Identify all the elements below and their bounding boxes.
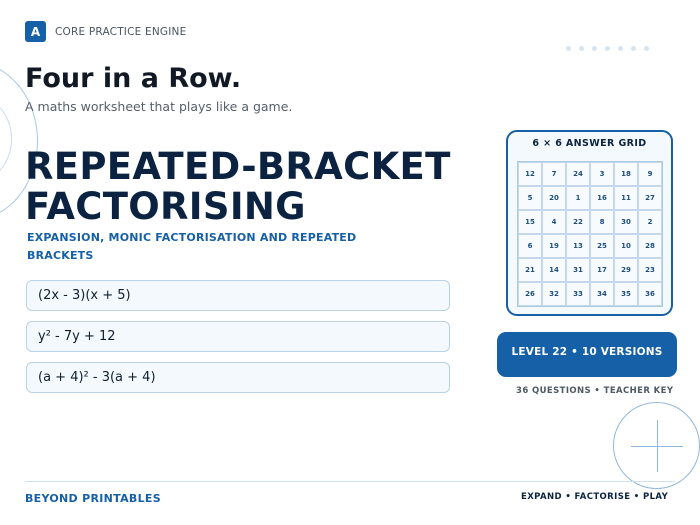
answer-grid-title: 6 × 6 ANSWER GRID [532, 138, 647, 149]
dot [631, 46, 636, 51]
grid-cell: 5 [518, 186, 542, 210]
grid-cell: 18 [614, 162, 638, 186]
grid-cell: 16 [590, 186, 614, 210]
grid-cell: 12 [518, 162, 542, 186]
question-text: (2x - 3)(x + 5) [38, 288, 131, 303]
answer-grid [517, 161, 663, 307]
grid-cell: 13 [566, 234, 590, 258]
grid-cell: 3 [590, 162, 614, 186]
grid-cell: 35 [614, 282, 638, 306]
grid-cell: 30 [614, 210, 638, 234]
question-box-2 [26, 321, 450, 352]
level-button[interactable]: LEVEL 22 • 10 VERSIONS [497, 332, 677, 377]
grid-cell: 28 [638, 234, 662, 258]
grid-cell: 15 [518, 210, 542, 234]
grid-cell: 27 [638, 186, 662, 210]
brand-name: CORE PRACTICE ENGINE [55, 25, 187, 38]
grid-cell: 34 [590, 282, 614, 306]
grid-cell: 31 [566, 258, 590, 282]
grid-cell: 24 [566, 162, 590, 186]
grid-cell: 26 [518, 282, 542, 306]
grid-cell: 7 [542, 162, 566, 186]
topic-subtitle: EXPANSION, MONIC FACTORISATION AND REPEATED BRACKETS [27, 231, 357, 262]
footer-tagline: EXPAND • FACTORISE • PLAY [521, 492, 669, 502]
dot [605, 46, 610, 51]
grid-cell: 19 [542, 234, 566, 258]
dot [592, 46, 597, 51]
grid-cell: 25 [590, 234, 614, 258]
grid-cell: 21 [518, 258, 542, 282]
plus-circle-icon [613, 402, 700, 489]
grid-cell: 11 [614, 186, 638, 210]
grid-cell: 1 [566, 186, 590, 210]
answer-grid-card [506, 130, 673, 316]
grid-cell: 22 [566, 210, 590, 234]
dot [618, 46, 623, 51]
dot [566, 46, 571, 51]
question-text: y² - 7y + 12 [38, 329, 116, 344]
plus-vertical [657, 420, 658, 472]
question-text: (a + 4)² - 3(a + 4) [38, 370, 156, 385]
grid-cell: 23 [638, 258, 662, 282]
grid-cell: 29 [614, 258, 638, 282]
grid-cell: 36 [638, 282, 662, 306]
dot [579, 46, 584, 51]
grid-cell: 17 [590, 258, 614, 282]
grid-cell: 10 [614, 234, 638, 258]
brand [25, 21, 186, 42]
grid-cell: 8 [590, 210, 614, 234]
brand-logo-badge: A [25, 21, 46, 42]
question-box-1 [26, 280, 450, 311]
grid-cell: 32 [542, 282, 566, 306]
page-title: Four in a Row. [25, 63, 242, 94]
question-box-3 [26, 362, 450, 393]
grid-cell: 2 [638, 210, 662, 234]
footer-brand: BEYOND PRINTABLES [25, 492, 161, 505]
grid-cell: 14 [542, 258, 566, 282]
dot [644, 46, 649, 51]
grid-cell: 4 [542, 210, 566, 234]
grid-cell: 9 [638, 162, 662, 186]
meta-info: 36 QUESTIONS • TEACHER KEY [516, 386, 674, 396]
grid-cell: 33 [566, 282, 590, 306]
grid-cell: 6 [518, 234, 542, 258]
topic-title: REPEATED-BRACKET FACTORISING [25, 145, 451, 228]
page-subtitle: A maths worksheet that plays like a game. [25, 99, 293, 114]
grid-cell: 20 [542, 186, 566, 210]
footer-divider [25, 481, 675, 482]
decorative-dots [566, 46, 649, 51]
